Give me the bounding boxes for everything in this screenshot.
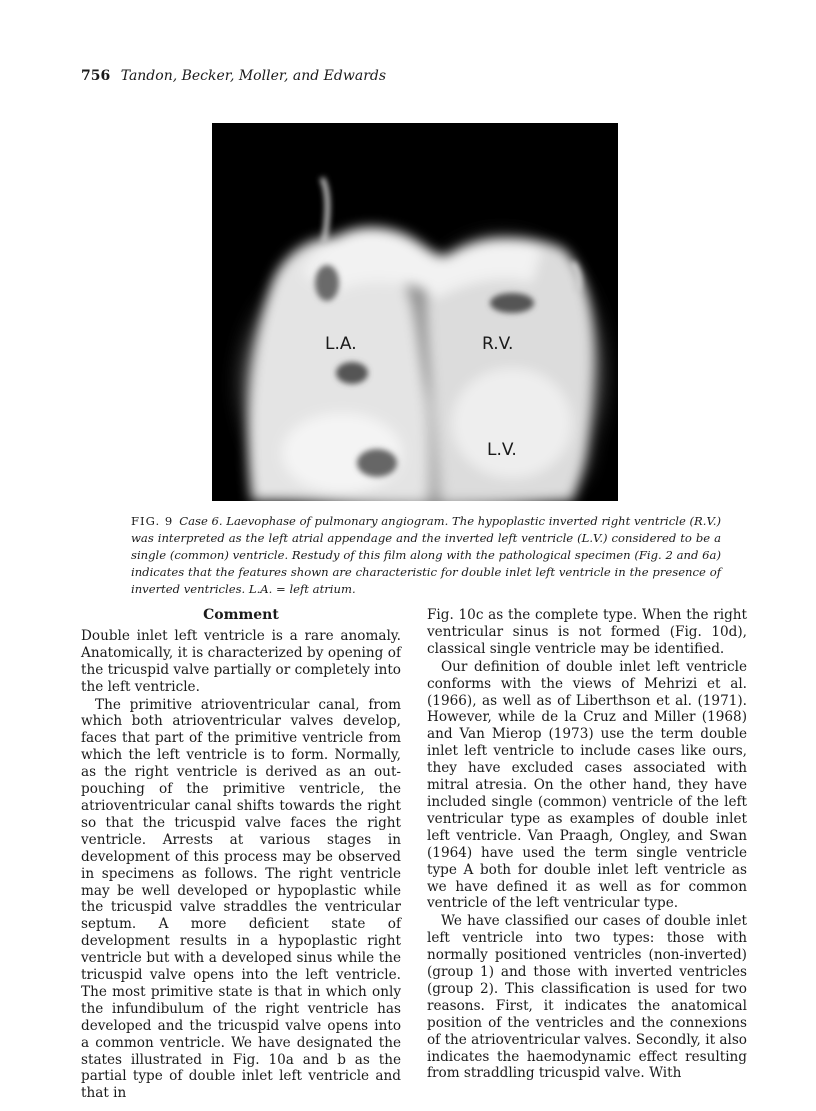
page-number: 756 bbox=[81, 68, 111, 84]
right-column bbox=[427, 607, 747, 1082]
label-left-atrium: L.A. bbox=[325, 334, 357, 354]
angiogram-figure bbox=[212, 123, 618, 501]
label-left-ventricle: L.V. bbox=[487, 440, 517, 460]
running-authors: Tandon, Becker, Moller, and Edwards bbox=[120, 68, 387, 84]
paragraph: The primitive atrioventricular canal, from which both atrioventricular valves develop, faces that part of the primitive ventricle from which the left ventricle is to form. Normally, as the right ventricle is derived as an out-pouching of the primitive ventricle, the atrioventricular canal shifts towards the right so that the tricuspid valve faces the right ventricle. Arrests at various stages in development of this process may be observed in specimens as follows. The right ventricle may be well developed or hypoplastic while the tricuspid valve straddles the ventricular septum. A more deficient state of development results in a hypoplastic right ventricle but with a developed sinus while the tricuspid valve opens into the left ventricle. The most primitive state is that in which only the infundibulum of the right ventricle has developed and the tricuspid valve opens into a common ventricle. We have designated the states illustrated in Fig. 10a and b as the partial type of double inlet left ventricle and that in bbox=[81, 696, 401, 1102]
paragraph: Fig. 10c as the complete type. When the right ventricular sinus is not formed (Fig. 10d), classical single ventricle may be identified. bbox=[427, 607, 747, 657]
paragraph: Double inlet left ventricle is a rare anomaly. Anatomically, it is characterized by opening of the tricuspid valve partially or completely into the left ventricle. bbox=[81, 627, 401, 695]
figure-number: FIG. 9 bbox=[131, 514, 174, 528]
running-header bbox=[81, 68, 386, 84]
figure-caption bbox=[131, 513, 721, 598]
paragraph: Our definition of double inlet left ventricle conforms with the views of Mehrizi et al. (1966), as well as of Liberthson et al. (1971). However, while de la Cruz and Miller (1968) and Van Mierop (1973) use the term double inlet left ventricle to include cases like ours, they have excluded cases associated with mitral atresia. On the other hand, they have included single (common) ventricle of the left ventricular type as examples of double inlet left ventricle. Van Praagh, Ongley, and Swan (1964) have used the term single ventricle type A both for double inlet left ventricle as we have defined it as well as for common ventricle of the left ventricular type. bbox=[427, 658, 747, 912]
left-column bbox=[81, 607, 401, 1102]
section-heading: Comment bbox=[203, 607, 279, 623]
angiogram-image bbox=[212, 123, 618, 501]
caption-text: Case 6. Laevophase of pulmonary angiogram. The hypoplastic inverted right ventricle (R.V.) was interpreted as the left atrial appendage and the inverted left ventricle (L.V.) considered to be a single (common) ventricle. Restudy of this film along with the pathological specimen (Fig. 2 and 6a) indicates that the features shown are characteristic for double inlet left ventricle in the presence of inverted ventricles. L.A. = left atrium. bbox=[131, 514, 721, 596]
paragraph: We have classified our cases of double inlet left ventricle into two types: those with normally positioned ventricles (non-inverted) (group 1) and those with inverted ventricles (group 2). This classification is used for two reasons. First, it indicates the anatomical position of the ventricles and the connexions of the atrioventricular valves. Secondly, it also indicates the haemodynamic effect resulting from straddling tricuspid valve. With bbox=[427, 913, 747, 1082]
label-right-ventricle: R.V. bbox=[482, 334, 514, 354]
